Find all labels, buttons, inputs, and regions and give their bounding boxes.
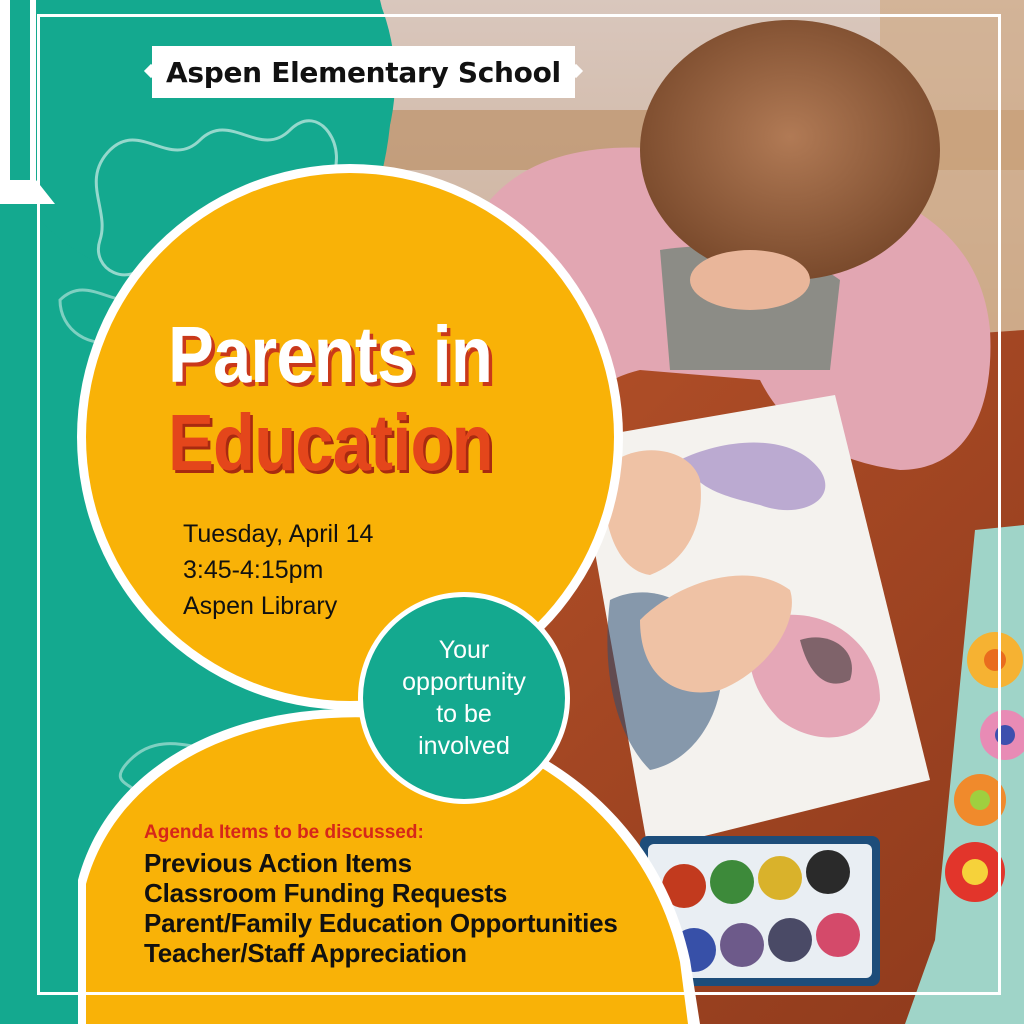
school-name: Aspen Elementary School xyxy=(166,55,561,89)
event-location: Aspen Library xyxy=(183,592,338,620)
opportunity-bubble xyxy=(358,592,570,804)
headline-line-2: Education xyxy=(168,398,493,487)
bubble-line: to be xyxy=(436,700,492,728)
school-name-label xyxy=(152,46,575,98)
event-details xyxy=(183,516,373,624)
agenda-item: Teacher/Staff Appreciation xyxy=(144,938,467,968)
agenda-item: Classroom Funding Requests xyxy=(144,878,508,908)
agenda-item: Parent/Family Education Opportunities xyxy=(144,908,618,938)
event-date: Tuesday, April 14 xyxy=(183,520,374,548)
agenda-section xyxy=(144,820,684,968)
headline-line-1: Parents in xyxy=(168,310,493,399)
agenda-title: Agenda Items to be discussed: xyxy=(144,822,424,843)
headline xyxy=(168,312,588,486)
bubble-line: Your xyxy=(438,636,490,664)
event-time: 3:45-4:15pm xyxy=(183,556,324,584)
bubble-line: involved xyxy=(418,732,510,760)
agenda-item: Previous Action Items xyxy=(144,848,412,878)
bubble-line: opportunity xyxy=(402,668,526,696)
